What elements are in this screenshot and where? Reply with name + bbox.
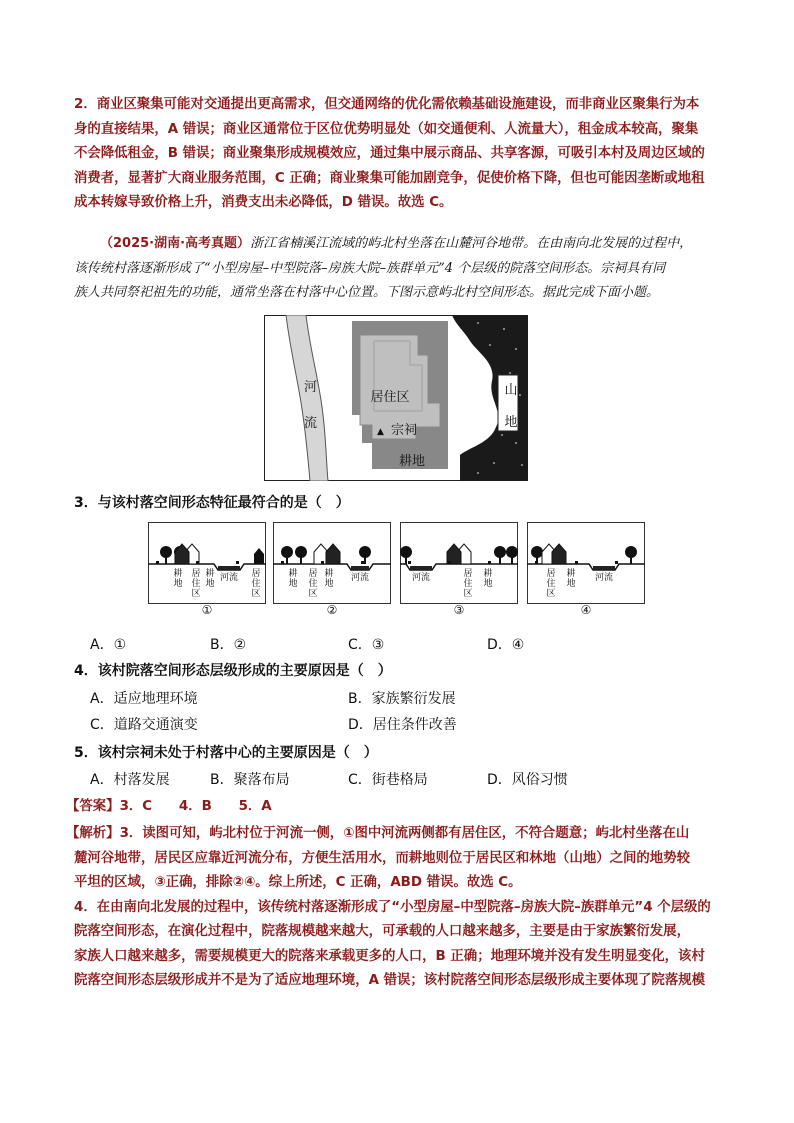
tree-trunk bbox=[499, 556, 501, 564]
field-mark bbox=[615, 561, 618, 564]
analysis-line: 3．读图可知，屿北村位于河流一侧，①图中河流两侧都有居住区，不符合题意；屿北村坐落在山 bbox=[119, 826, 690, 841]
field-mark bbox=[281, 561, 284, 564]
field-mark bbox=[236, 561, 239, 564]
field-mark bbox=[535, 561, 538, 564]
diagram-label: 居 bbox=[463, 569, 473, 579]
diagram-label: 区 bbox=[308, 589, 318, 599]
river-vertical-label: 河 流 bbox=[304, 380, 318, 431]
analysis-line: 院落空间形态层级形成并不是为了适应地理环境，A 错误；该村院落空间形态层级形成主要体现了院落规模 bbox=[74, 973, 705, 988]
explanation-q2 bbox=[74, 93, 724, 216]
field-mark bbox=[575, 561, 578, 564]
intro-line: 该传统村落逐渐形成了“小型房屋–中型院落–房族大院–族群单元”4 个层级的院落空间形态。宗祠具有同 bbox=[74, 260, 666, 276]
intro-line: 浙江省楠溪江流域的屿北村坐落在山麓河谷地带。在由南向北发展的过程中， bbox=[250, 236, 693, 251]
diagram-label: 耕 bbox=[324, 569, 334, 579]
explanation-line: 2．商业区聚集可能对交通提出更高需求，但交通网络的优化需依赖基础设施建设，而非商业区聚集行为本 bbox=[74, 97, 700, 112]
diagram-label: 区 bbox=[463, 589, 473, 599]
diagram-label: 住 bbox=[463, 579, 473, 589]
diagram-label: 地 bbox=[173, 579, 183, 589]
diagram-number: ③ bbox=[453, 603, 465, 616]
analysis-line: 家族人口越来越多，需要规模更大的院落来承载更多的人口，B 正确；地理环境并没有发生明显变化，该村 bbox=[74, 948, 705, 964]
analysis-line: 院落空间形态，在演化过程中，院落规模越来越大，可承载的人口越来越多，主要是由于家族繁衍发展， bbox=[74, 924, 690, 939]
diagram-label: 住 bbox=[191, 579, 201, 589]
residential-label: 居住区 bbox=[370, 390, 410, 405]
field-mark bbox=[156, 561, 159, 564]
cross-section-diagram[interactable] bbox=[148, 522, 266, 616]
q4-option-b[interactable]: B．家族繁衍发展 bbox=[348, 691, 456, 707]
river-water bbox=[593, 566, 615, 570]
diagram-label: 地 bbox=[324, 579, 334, 589]
diagram-label: 区 bbox=[251, 589, 261, 599]
diagram-label: 住 bbox=[251, 579, 261, 589]
cross-section-diagram[interactable] bbox=[273, 522, 391, 616]
diagram-number: ② bbox=[326, 603, 338, 616]
mountain-vertical-label: 山 地 bbox=[504, 383, 518, 430]
diagram-label: 耕 bbox=[566, 569, 576, 579]
farmland-label: 耕地 bbox=[398, 454, 426, 469]
diagram-label: 居 bbox=[251, 569, 261, 579]
q5-option-a[interactable]: A．村落发展 bbox=[90, 772, 170, 788]
q3-option-d[interactable]: D．④ bbox=[487, 637, 525, 653]
tree-trunk bbox=[630, 556, 632, 564]
diagram-label: 住 bbox=[308, 579, 318, 589]
intro-line: 族人共同祭祀祖先的功能，通常坐落在村落中心位置。下图示意屿北村空间形态。据此完成下面小题。 bbox=[74, 285, 660, 300]
river-water bbox=[218, 566, 240, 570]
tree-trunk bbox=[286, 556, 288, 564]
diagram-label: 耕 bbox=[173, 569, 183, 579]
river-water bbox=[351, 566, 369, 570]
tree-trunk bbox=[300, 556, 302, 564]
q5-option-d[interactable]: D．风俗习惯 bbox=[487, 772, 568, 788]
q3-option-a[interactable]: A．① bbox=[90, 637, 127, 653]
analysis-label: 【解析】 bbox=[66, 826, 120, 841]
diagram-label: 河流 bbox=[350, 573, 370, 583]
diagram-label: 耕 bbox=[483, 569, 493, 579]
q5-stem: 5．该村宗祠未处于村落中心的主要原因是（ ） bbox=[74, 745, 378, 761]
diagram-label: 地 bbox=[205, 579, 215, 589]
explanation-line: 不会降低租金，B 错误；商业聚集形成规模效应，通过集中展示商品、共享客源，可吸引本村及周边区域的 bbox=[74, 146, 705, 161]
diagram-number: ① bbox=[201, 603, 213, 616]
diagram-label: 居 bbox=[546, 569, 556, 579]
q3-stem: 3．与该村落空间形态特征最符合的是（ ） bbox=[74, 495, 350, 511]
diagram-label: 河流 bbox=[594, 573, 614, 583]
diagram-label: 地 bbox=[483, 579, 493, 589]
question-source: （2025·湖南·高考真题） bbox=[100, 236, 251, 251]
q4-option-d[interactable]: D．居住条件改善 bbox=[348, 717, 457, 733]
diagram-label: 地 bbox=[288, 579, 298, 589]
field-mark bbox=[321, 561, 324, 564]
tree-trunk bbox=[511, 556, 513, 564]
shrine-label: 宗祠 bbox=[390, 423, 418, 438]
field-mark bbox=[408, 561, 411, 564]
analysis-block bbox=[66, 822, 726, 994]
q4-stem: 4．该村院落空间形态层级形成的主要原因是（ ） bbox=[74, 663, 392, 679]
diagram-label: 地 bbox=[566, 579, 576, 589]
analysis-line: 平坦的区域，③正确，排除②④。综上所述，C 正确，ABD 错误。故选 C。 bbox=[74, 875, 522, 890]
tree-trunk bbox=[165, 556, 167, 564]
q3-option-c[interactable]: C．③ bbox=[348, 637, 385, 653]
question-intro bbox=[74, 232, 724, 306]
answer-line bbox=[66, 795, 716, 820]
diagram-label: 区 bbox=[546, 589, 556, 599]
shrine-icon: ▲ bbox=[377, 427, 384, 437]
answer-text: 3．C 4．B 5．A bbox=[119, 799, 272, 814]
q5-option-b[interactable]: B．聚落布局 bbox=[210, 772, 290, 788]
field-mark bbox=[361, 561, 364, 564]
analysis-line: 4．在由南向北发展的过程中，该传统村落逐渐形成了“小型房屋–中型院落–房族大院–族群单元”4 个层级的 bbox=[74, 899, 711, 915]
explanation-line: 消费者，显著扩大商业服务范围，C 正确；商业聚集可能加剧竞争，促使价格下降，但也可能因垄断或地租 bbox=[74, 170, 705, 186]
diagram-number: ④ bbox=[580, 603, 592, 616]
field-mark bbox=[448, 561, 451, 564]
field-mark bbox=[488, 561, 491, 564]
q4-option-a[interactable]: A．适应地理环境 bbox=[90, 691, 198, 707]
diagram-label: 居 bbox=[191, 569, 201, 579]
tree-trunk bbox=[405, 556, 407, 564]
diagram-label: 住 bbox=[546, 579, 556, 589]
q3-option-b[interactable]: B．② bbox=[210, 637, 247, 653]
diagram-label: 河流 bbox=[219, 573, 239, 583]
diagram-label: 区 bbox=[191, 589, 201, 599]
tree-trunk bbox=[364, 556, 366, 564]
explanation-line: 身的直接结果，A 错误；商业区通常位于区位优势明显处（如交通便利、人流量大），租金成本较高，聚集 bbox=[74, 121, 699, 137]
field-mark bbox=[196, 561, 199, 564]
cross-section-diagram[interactable] bbox=[527, 522, 645, 616]
q4-option-c[interactable]: C．道路交通演变 bbox=[90, 717, 198, 733]
diagram-label: 耕 bbox=[288, 569, 298, 579]
cross-section-diagram[interactable] bbox=[400, 522, 518, 616]
diagram-label: 居 bbox=[308, 569, 318, 579]
q5-option-c[interactable]: C．街巷格局 bbox=[348, 772, 428, 788]
river-water bbox=[410, 566, 432, 570]
answer-label: 【答案】 bbox=[66, 799, 120, 814]
analysis-line: 麓河谷地带，居民区应靠近河流分布，方便生活用水，而耕地则位于居民区和林地（山地）之间的地势较 bbox=[74, 850, 690, 866]
explanation-line: 成本转嫁导致价格上升，消费支出未必降低，D 错误。故选 C。 bbox=[74, 195, 453, 210]
diagram-label: 河流 bbox=[411, 573, 431, 583]
diagram-label: 耕 bbox=[205, 569, 215, 579]
